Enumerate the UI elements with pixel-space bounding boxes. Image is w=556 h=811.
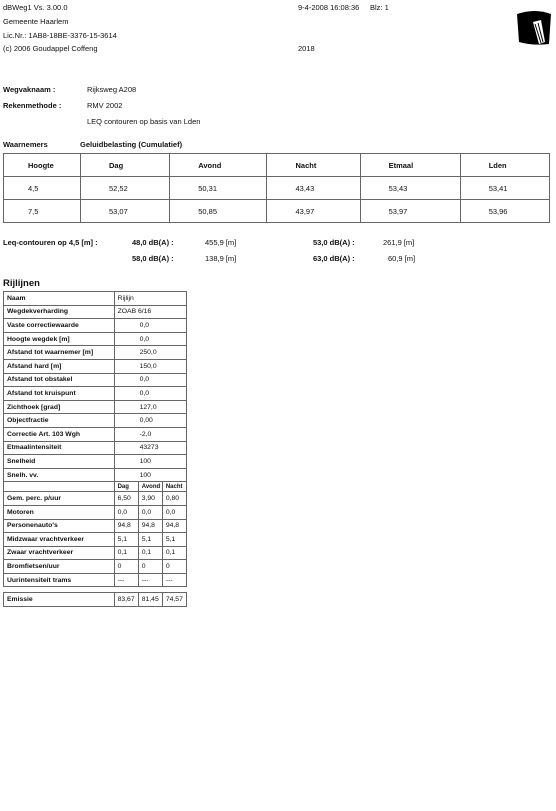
cell: 0,1 [162, 546, 186, 560]
license-number: Lic.Nr.: 1AB8-18BE-3376-15-3614 [3, 31, 117, 40]
cell: 0,1 [138, 546, 162, 560]
row-label: Midzwaar vrachtverkeer [4, 533, 115, 547]
row-label: Afstand hard [m] [4, 359, 115, 373]
emission-row [4, 593, 187, 607]
emission-label: Emissie [4, 593, 115, 607]
cell: 53,43 [360, 177, 460, 200]
cell: 0 [162, 560, 186, 574]
cell: 94,8 [114, 519, 138, 533]
col-nacht: Nacht [267, 154, 360, 177]
col-avond: Avond [170, 154, 267, 177]
table-row [4, 177, 550, 200]
cell: 0,1 [114, 546, 138, 560]
row-label: Personenauto's [4, 519, 115, 533]
period-header-row [4, 482, 187, 492]
row-value: 0,00 [114, 414, 186, 428]
page-number: Blz: 1 [370, 3, 389, 12]
contour-db: 53,0 dB(A) : [313, 238, 355, 247]
method-value: RMV 2002 [87, 101, 123, 110]
table-row [4, 546, 187, 560]
row-value: -2,0 [114, 427, 186, 441]
row-value: 0,0 [114, 373, 186, 387]
method-label: Rekenmethode : [3, 101, 62, 110]
municipality: Gemeente Haarlem [3, 17, 69, 26]
row-label: Afstand tot kruispunt [4, 387, 115, 401]
table-row [4, 560, 187, 574]
row-value: 127,0 [114, 400, 186, 414]
row-label: Zichthoek [grad] [4, 400, 115, 414]
cell: 43,43 [267, 177, 360, 200]
cell: 52,52 [81, 177, 170, 200]
cell: 74,57 [162, 593, 186, 607]
row-label: Etmaalintensiteit [4, 441, 115, 455]
col-avond: Avond [138, 482, 162, 492]
table-row [4, 441, 187, 455]
contour-db: 48,0 dB(A) : [132, 238, 174, 247]
cell: 0,0 [162, 505, 186, 519]
row-label: Correctie Art. 103 Wgh [4, 427, 115, 441]
col-dag: Dag [81, 154, 170, 177]
cell: 43,97 [267, 200, 360, 223]
contour-distance: 60,9 [m] [388, 254, 416, 263]
cell: 94,8 [138, 519, 162, 533]
table-row [4, 373, 187, 387]
table-row [4, 492, 187, 506]
cell: 0,80 [162, 492, 186, 506]
table-row [4, 292, 187, 306]
spacer-cell [4, 482, 115, 492]
table-row [4, 319, 187, 333]
program-version: dBWeg1 Vs. 3.00.0 [3, 3, 68, 12]
cell: 50,31 [170, 177, 267, 200]
table-row [4, 455, 187, 469]
cell: 6,50 [114, 492, 138, 506]
cell: 0,0 [138, 505, 162, 519]
contour-label: Leq-contouren op 4,5 [m] : [3, 238, 98, 247]
contour-distance: 261,9 [m] [383, 238, 415, 247]
table-row [4, 427, 187, 441]
row-value: 0,0 [114, 387, 186, 401]
cell: 5,1 [162, 533, 186, 547]
cell: 0,0 [114, 505, 138, 519]
table-row [4, 305, 187, 319]
cell: 3,90 [138, 492, 162, 506]
cell: 53,07 [81, 200, 170, 223]
row-label: Naam [4, 292, 115, 306]
table-row [4, 332, 187, 346]
row-label: Afstand tot waarnemer [m] [4, 346, 115, 360]
row-label: Snelheid [4, 455, 115, 469]
row-label: Motoren [4, 505, 115, 519]
table-row [4, 359, 187, 373]
cell: 53,41 [460, 177, 549, 200]
table-row [4, 533, 187, 547]
row-label: Zwaar vrachtverkeer [4, 546, 115, 560]
rijlijnen-table [3, 291, 187, 607]
year: 2018 [298, 44, 315, 53]
cell: --- [138, 573, 162, 587]
row-label: Hoogte wegdek [m] [4, 332, 115, 346]
cell: --- [162, 573, 186, 587]
table-row [4, 468, 187, 482]
cell: 53,97 [360, 200, 460, 223]
rijlijnen-title: Rijlijnen [3, 278, 40, 289]
row-label: Uurintensiteit trams [4, 573, 115, 587]
col-hoogte: Hoogte [4, 154, 81, 177]
row-label: Wegdekverharding [4, 305, 115, 319]
row-value: 250,0 [114, 346, 186, 360]
row-label: Afstand tot obstakel [4, 373, 115, 387]
road-label: Wegvaknaam : [3, 85, 56, 94]
table-row [4, 505, 187, 519]
row-label: Snelh. vv. [4, 468, 115, 482]
col-etmaal: Etmaal [360, 154, 460, 177]
cell: 50,85 [170, 200, 267, 223]
cell: 83,67 [114, 593, 138, 607]
cell: 5,1 [138, 533, 162, 547]
table-row [4, 400, 187, 414]
row-value: Rijlijn [114, 292, 186, 306]
table-row [4, 387, 187, 401]
load-label: Geluidbelasting (Cumulatief) [80, 140, 183, 149]
contour-db: 63,0 dB(A) : [313, 254, 355, 263]
table-row [4, 346, 187, 360]
row-label: Objectfractie [4, 414, 115, 428]
cell: 7,5 [4, 200, 81, 223]
observers-label: Waarnemers [3, 140, 48, 149]
cell: --- [114, 573, 138, 587]
row-label: Vaste correctiewaarde [4, 319, 115, 333]
table-row [4, 519, 187, 533]
copyright: (c) 2006 Goudappel Coffeng [3, 44, 98, 53]
cell: 94,8 [162, 519, 186, 533]
row-value: 150,0 [114, 359, 186, 373]
company-logo [515, 6, 553, 46]
row-value: ZOAB 6/16 [114, 305, 186, 319]
col-dag: Dag [114, 482, 138, 492]
table-row [4, 200, 550, 223]
contour-db: 58,0 dB(A) : [132, 254, 174, 263]
road-value: Rijksweg A208 [87, 85, 137, 94]
row-value: 0,0 [114, 332, 186, 346]
row-value: 100 [114, 468, 186, 482]
col-nacht: Nacht [162, 482, 186, 492]
results-table [3, 153, 550, 223]
contour-distance: 138,9 [m] [205, 254, 237, 263]
leq-note: LEQ contouren op basis van Lden [87, 117, 201, 126]
results-header-row [4, 154, 550, 177]
row-label: Bromfietsen/uur [4, 560, 115, 574]
row-label: Gem. perc. p/uur [4, 492, 115, 506]
cell: 53,96 [460, 200, 549, 223]
cell: 81,45 [138, 593, 162, 607]
col-lden: Lden [460, 154, 549, 177]
table-row [4, 414, 187, 428]
cell: 4,5 [4, 177, 81, 200]
row-value: 0,0 [114, 319, 186, 333]
row-value: 100 [114, 455, 186, 469]
contour-distance: 455,9 [m] [205, 238, 237, 247]
cell: 5,1 [114, 533, 138, 547]
cell: 0 [138, 560, 162, 574]
row-value: 43273 [114, 441, 186, 455]
table-row [4, 573, 187, 587]
cell: 0 [114, 560, 138, 574]
print-datetime: 9-4-2008 16:08:36 [298, 3, 360, 12]
